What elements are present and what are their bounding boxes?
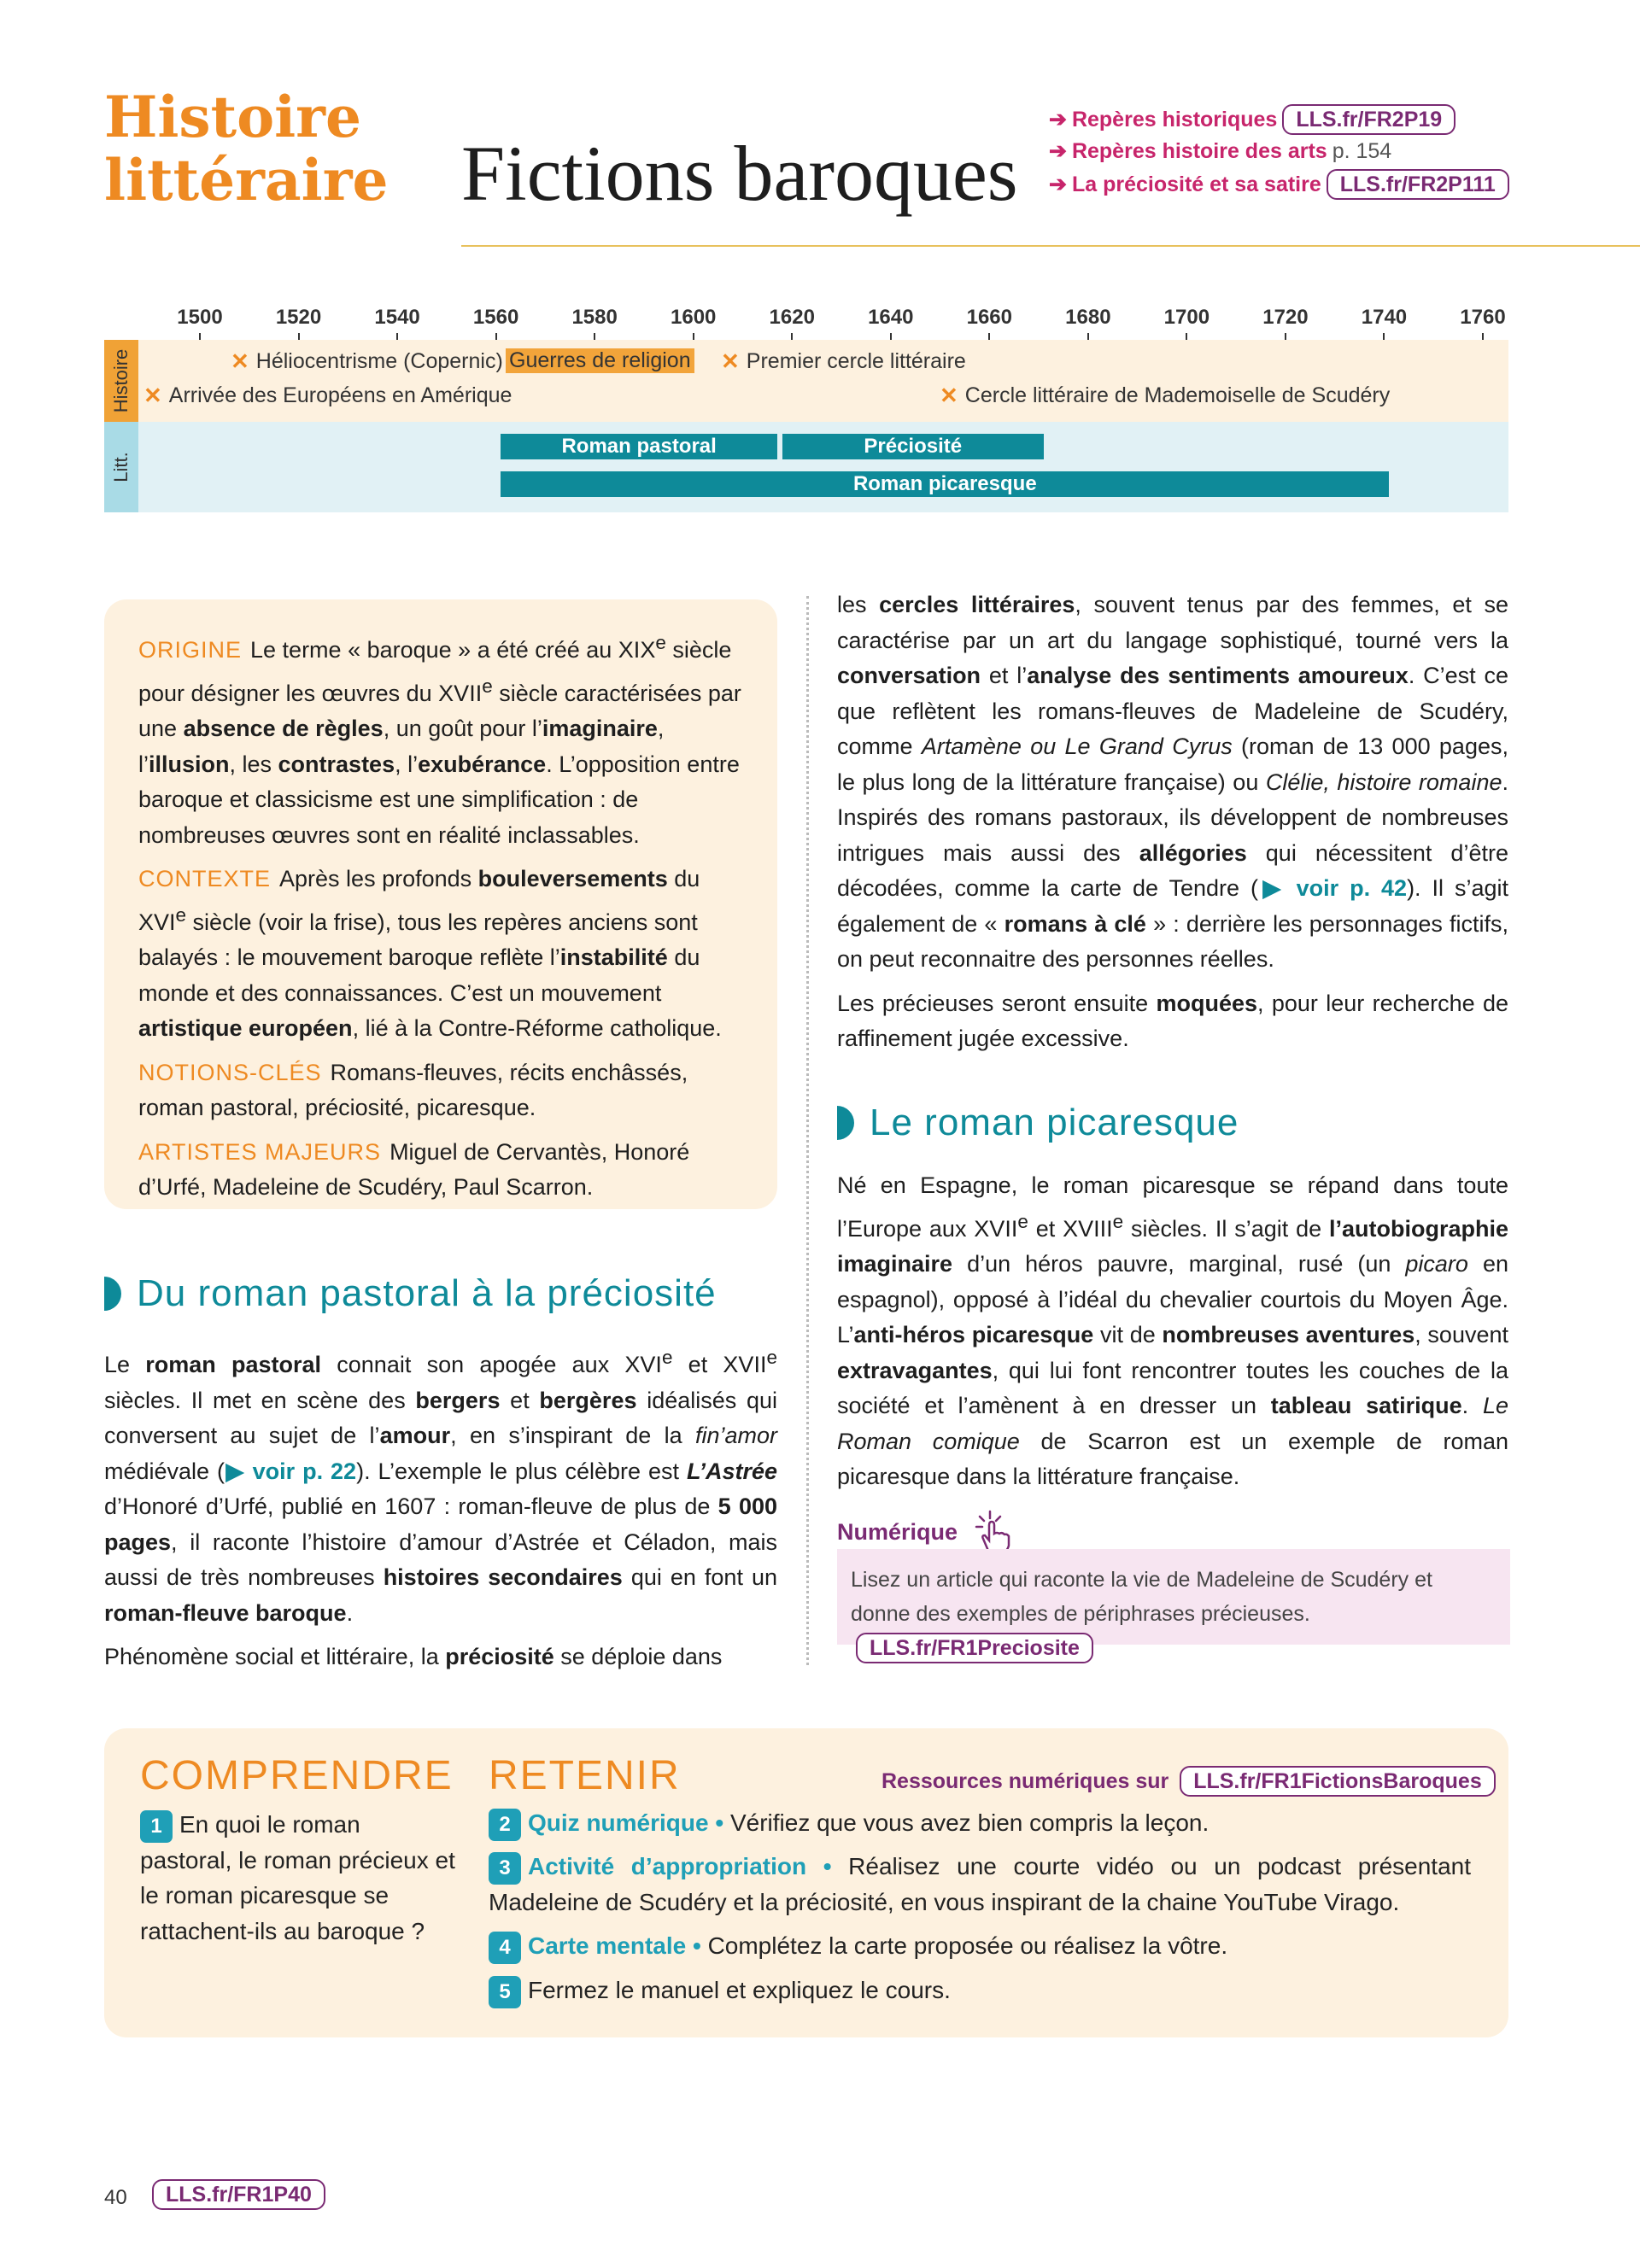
year-tick-label: 1720 — [1262, 306, 1309, 329]
numerique-box — [837, 1549, 1510, 1660]
preciosite-paragraph: les cercles littéraires, souvent tenus par des femmes, et se caractérise par un art du langage sophistiqué, tourné vers la conversation et l’analyse des sentiments amoureux. C’est ce que reflètent les romans-fleuves de Madeleine de Scudéry, comme Artamène ou Le Grand Cyrus (roman de 13 000 pages, le plus long de la littérature française) ou Clélie, histoire romaine. Inspirés des romans pastoraux, ils développent de nombreuses intrigues mais aussi des allégories qui nécessitent d’être décodées, comme la carte de Tendre (▶ voir p. 42). Il s’agit également de « romans à clé » : derrière les personnages fictifs, on peut reconnaitre des personnes réelles. — [837, 592, 1509, 972]
picaresque-paragraph: Né en Espagne, le roman picaresque se répand dans toute l’Europe aux XVIIe et XVIIIe siècles. Il s’agit de l’autobiographie imaginaire d’un héros pauvre, marginal, rusé (un picaro en espagnol), opposé à l’idéal du chevalier courtois du Moyen Âge. L’anti-héros picaresque vit de nombreuses aventures, souvent extravagantes, qui lui font rencontrer toutes les couches de la société et l’amènent à en dresser un tableau satirique. Le Roman comique de Scarron est un exemple de roman picaresque dans la littérature française. — [837, 1172, 1509, 1489]
contexte-paragraph: CONTEXTE Après les profonds bouleversements du XVIe siècle (voir la frise), tous les repères anciens sont balayés : le mouvement baroque reflète l’instabilité du monde et des connaissances. C’est un mouvement artistique européen, lié à la Contre-Réforme catholique. — [138, 866, 722, 1041]
title-divider — [461, 245, 1640, 247]
ressources-line: Ressources numériques sur LLS.fr/FR1FictionsBaroques — [882, 1766, 1496, 1797]
event-heliocentrisme — [231, 348, 503, 375]
ressources-link[interactable]: LLS.fr/FR1FictionsBaroques — [1180, 1766, 1496, 1797]
cross-marker-icon: ✕ — [721, 348, 740, 374]
year-tick-label: 1680 — [1065, 306, 1111, 329]
year-tick-label: 1620 — [769, 306, 815, 329]
event-label: Arrivée des Européens en Amérique — [168, 383, 512, 407]
comprendre-heading: COMPRENDRE — [140, 1753, 454, 1798]
year-tick-label: 1520 — [275, 306, 322, 329]
timeline-litterature-band — [104, 422, 1508, 512]
year-tick-label: 1500 — [177, 306, 223, 329]
event-premier-cercle — [721, 348, 966, 375]
voir-link[interactable]: ▶ voir p. 22 — [225, 1458, 357, 1484]
link-pill[interactable]: LLS.fr/FR2P111 — [1327, 169, 1509, 200]
timeline — [104, 299, 1508, 516]
numerique-link[interactable]: LLS.fr/FR1Preciosite — [856, 1633, 1093, 1663]
arrow-right-icon: ➔ — [1049, 172, 1067, 196]
event-cercle-scudery — [940, 383, 1390, 409]
artistes-paragraph: ARTISTES MAJEURS Miguel de Cervantès, Honoré d’Urfé, Madeleine de Scudéry, Paul Scarron. — [138, 1138, 690, 1200]
event-label: Héliocentrisme (Copernic) — [255, 349, 503, 373]
section-brand — [104, 85, 388, 212]
period-bar-roman-pastoral: Roman pastoral — [501, 434, 777, 459]
right-column — [837, 587, 1508, 1066]
page-number: 40 — [104, 2186, 127, 2209]
origine-label: ORIGINE — [138, 637, 243, 663]
page-title: Fictions baroques — [461, 130, 1018, 217]
year-tick-label: 1560 — [472, 306, 519, 329]
period-bar-roman-picaresque: Roman picaresque — [501, 471, 1389, 497]
event-label: Premier cercle littéraire — [746, 349, 966, 373]
number-badge: 1 — [140, 1810, 173, 1843]
pastoral-paragraph-2: Phénomène social et littéraire, la préciosité se déploie dans — [104, 1644, 723, 1669]
number-badge: 4 — [489, 1932, 521, 1964]
period-bar-preciosite: Préciosité — [782, 434, 1044, 459]
year-tick-label: 1760 — [1460, 306, 1506, 329]
notions-label: NOTIONS-CLÉS — [138, 1059, 322, 1085]
litterature-tab-label: Litt. — [110, 452, 132, 482]
year-tick-label: 1600 — [670, 306, 717, 329]
retenir-item-fermez: 5 Fermez le manuel et expliquez le cours. — [489, 1973, 1471, 2008]
ref-preciosite-satire[interactable] — [1049, 169, 1509, 200]
footer-link[interactable]: LLS.fr/FR1P40 — [152, 2179, 325, 2210]
numerique-label: Numérique — [837, 1508, 1021, 1556]
pastoral-paragraph-1: Le roman pastoral connait son apogée aux XVIe et XVIIe siècles. Il met en scène des bergers et bergères idéalisés qui conversent au sujet de l’amour, en s’inspirant de la fin’amor médiévale (▶ voir p. 22). L’exemple le plus célèbre est L’Astrée d’Honoré d’Urfé, publié en 1607 : roman-fleuve de plus de 5 000 pages, il raconte l’histoire d’amour d’Astrée et Céladon, mais aussi de très nombreuses histoires secondaires qui en font un roman-fleuve baroque. — [104, 1347, 778, 1626]
number-badge: 2 — [489, 1809, 521, 1841]
arrow-right-icon: ➔ — [1049, 139, 1067, 163]
retenir-item-quiz[interactable]: 2 Quiz numérique • Vérifiez que vous avez bien compris la leçon. — [489, 1805, 1471, 1841]
link-pill[interactable]: LLS.fr/FR2P19 — [1282, 104, 1456, 135]
brand-line-1: Histoire — [104, 84, 361, 150]
histoire-tab-label: Histoire — [110, 348, 132, 413]
retenir-heading: RETENIR — [489, 1753, 681, 1798]
litterature-tab — [104, 422, 138, 512]
histoire-tab — [104, 340, 138, 422]
ref-page: p. 154 — [1332, 138, 1392, 163]
year-tick-label: 1700 — [1163, 306, 1210, 329]
ref-label: Repères histoire des arts — [1071, 138, 1327, 163]
event-arrivee-europeens — [144, 383, 512, 409]
numerique-text: Lisez un article qui raconte la vie de Madeleine de Scudéry et donne des exemples de périphrases précieuses. — [851, 1568, 1432, 1626]
ref-label: La préciosité et sa satire — [1071, 172, 1321, 196]
retenir-item-carte[interactable]: 4 Carte mentale • Complétez la carte proposée ou réalisez la vôtre. — [489, 1928, 1471, 1964]
pastoral-text — [104, 1340, 777, 1684]
notions-paragraph: NOTIONS-CLÉS Romans-fleuves, récits enchâssés, roman pastoral, préciosité, picaresque. — [138, 1059, 688, 1120]
question-1: 1 En quoi le roman pastoral, le roman précieux et le roman picaresque se rattachent-ils au baroque ? — [140, 1811, 455, 1944]
cross-marker-icon: ✕ — [144, 383, 162, 408]
contexte-label: CONTEXTE — [138, 866, 272, 891]
number-badge: 5 — [489, 1976, 521, 2008]
section-heading-pastoral: Du roman pastoral à la préciosité — [104, 1272, 717, 1315]
arrow-right-icon: ➔ — [1049, 108, 1067, 132]
event-label: Cercle littéraire de Mademoiselle de Scudéry — [964, 383, 1391, 407]
cross-marker-icon: ✕ — [940, 383, 958, 408]
timeline-histoire-band — [104, 340, 1508, 422]
year-tick-label: 1660 — [966, 306, 1012, 329]
origine-paragraph: ORIGINE Le terme « baroque » a été créé au XIXe siècle pour désigner les œuvres du XVIIe siècle caractérisées par une absence de règles, un goût pour l’imaginaire, l’illusion, les contrastes, l’exubérance. L’opposition entre baroque et classicisme est une simplification : de nombreuses œuvres sont en réalité inclassables. — [138, 632, 741, 848]
voir-link[interactable]: ▶ voir p. 42 — [1257, 875, 1408, 901]
half-circle-icon — [104, 1277, 121, 1311]
picaresque-text — [837, 1168, 1508, 1504]
cross-marker-icon: ✕ — [231, 348, 249, 374]
section-heading-picaresque: Le roman picaresque — [837, 1102, 1239, 1144]
footer-link-wrap — [147, 2179, 325, 2210]
column-divider — [806, 596, 809, 1665]
year-tick-label: 1640 — [868, 306, 914, 329]
event-label-highlighted: Guerres de religion — [506, 348, 694, 373]
ref-label: Repères historiques — [1071, 107, 1278, 132]
year-tick-label: 1540 — [374, 306, 420, 329]
half-circle-icon — [837, 1106, 854, 1140]
review-box — [104, 1728, 1508, 2037]
info-box — [104, 599, 777, 1209]
artistes-label: ARTISTES MAJEURS — [138, 1138, 382, 1165]
moquees-paragraph: Les précieuses seront ensuite moquées, pour leur recherche de raffinement jugée excessive. — [837, 990, 1508, 1051]
ref-reperes-historiques[interactable] — [1049, 104, 1456, 135]
event-guerres-religion — [506, 348, 694, 373]
year-tick-label: 1740 — [1361, 306, 1408, 329]
brand-line-2: littéraire — [104, 147, 389, 213]
retenir-item-activite[interactable]: 3 Activité d’appropriation • Réalisez une courte vidéo ou un podcast présentant Madeleine de Scudéry et la préciosité, en vous inspirant de la chaine YouTube Virago. — [489, 1853, 1472, 1915]
year-tick-label: 1580 — [571, 306, 618, 329]
ref-reperes-histoire-arts[interactable] — [1049, 138, 1391, 164]
number-badge: 3 — [489, 1852, 521, 1885]
